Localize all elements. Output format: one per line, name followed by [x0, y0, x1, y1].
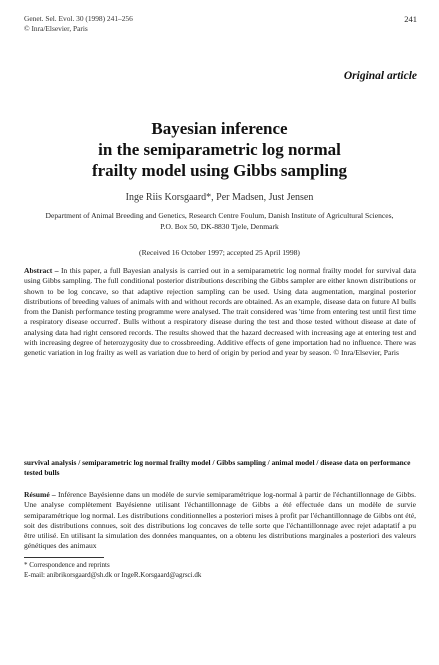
abstract [24, 266, 416, 359]
page-number: 241 [404, 14, 417, 24]
paper-title [0, 118, 439, 181]
resume-text: Inférence Bayésienne dans un modèle de survie semiparamétrique log-normal à partir de l'échantillonnage de Gibbs. Une analyse complètement Bayésienne utilisant l'échantillonnage de Gibbs a été effectuée dans un modèle de survie semiparamétrique log normal. Les distributions conditionnelles a posteriori mises à profit par l'échantillonnage de Gibbs ont été, soit des distributions connues, soit des distributions log concaves de telle sorte que l'échantillonnage avec rejet adaptatif a pu être utilisé. En utilisant la simulation des données manquantes, on a obtenu les distributions marginales a posteriori des valeurs génétiques des animaux [24, 490, 416, 551]
resume-label: Résumé – [24, 490, 56, 499]
abstract-text: In this paper, a full Bayesian analysis is carried out in a semiparametric log normal frailty model for survival data using Gibbs sampling. The full conditional posterior distributions describing the Gibbs sampler are either known distributions or shown to be log concave, so that adaptive rejection sampling can be used. Using data augmentation, marginal posterior distributions of breeding values of animals with and without records are obtained. As an example, disease data on future AI bulls from the Danish performance testing programme were analysed. The trait considered was 'time from entering test until first time a respiratory disease occurred'. Bulls without a respiratory disease during the test and those tested without disease at date of analysing data had right censored records. The results showed that the hazard decreased with increasing age at entering test and with increasing degree of heterozygosity due to crossbreeding. Additive effects of gene importation had no influence. There was genetic variation in log frailty as well as variation due to herd of origin by period and year by season. © Inra/Elsevier, Paris [24, 266, 416, 358]
footnote-correspondence: * Correspondence and reprints [24, 561, 110, 569]
title-line: in the semiparametric log normal [98, 140, 341, 159]
received-dates: (Received 16 October 1997; accepted 25 April 1998) [139, 248, 300, 257]
affiliation: Department of Animal Breeding and Genetics, Research Centre Foulum, Danish Institute of Agricultural Sciences, P.O. Box 50, DK-8830 Tjele, Denmark [45, 211, 394, 231]
footnote [24, 561, 201, 580]
resume [24, 490, 416, 552]
article-type: Original article [343, 70, 417, 82]
keywords: survival analysis / semiparametric log normal frailty model / Gibbs sampling / animal model / disease data on performance tested bulls [24, 458, 411, 478]
publisher-line: © Inra/Elsevier, Paris [24, 24, 88, 33]
journal-header [24, 14, 133, 34]
journal-citation: Genet. Sel. Evol. 30 (1998) 241–256 [24, 14, 133, 23]
abstract-label: Abstract – [24, 266, 59, 275]
footnote-rule [24, 557, 104, 558]
authors: Inge Riis Korsgaard*, Per Madsen, Just Jensen [125, 192, 314, 203]
title-line: frailty model using Gibbs sampling [91, 161, 348, 180]
footnote-email: E-mail: anibrikorsgaard@sh.dk or IngeR.Korsgaard@agrsci.dk [24, 570, 202, 579]
title-line: Bayesian inference [151, 119, 288, 138]
